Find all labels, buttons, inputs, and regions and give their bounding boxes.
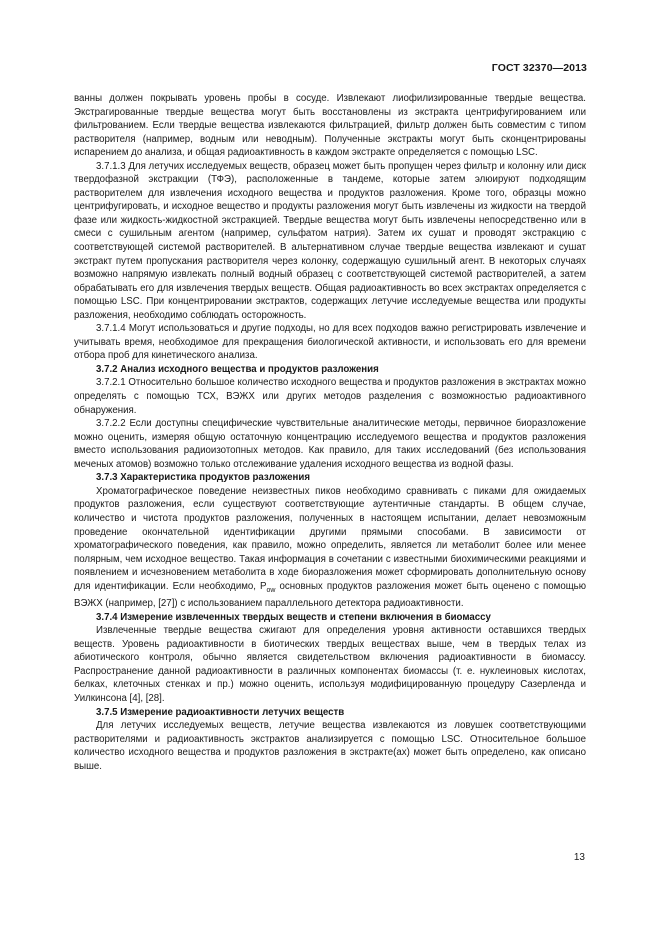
page-number: 13 [573,852,585,863]
paragraph-3-7-3-part-a: Хроматографическое поведение неизвестных пиков необходимо сравнивать с пиками для ожидаемых продуктов разложения, если существуют соответствующие аутентичные стандарты. В общем случае, количество и чистота продуктов разложения, полученных в настоящем испытании, делает невозможным проведение окончательной идентификации другими прямыми способами. В зависимости от хроматографического поведения, как правило, можно определить, является ли метаболит более или менее полярным, чем исходное вещество. Такая информация в сочетании с известными биохимическими реакциями и появлением и исчезновением метаболита в ходе биоразложения может сформировать дополнительную основу для идентификации. Если необходимо, P [74,485,586,592]
paragraph-3-7-5: Для летучих исследуемых веществ, летучие вещества извлекаются из ловушек соответствующими растворителями и радиоактивность экстрактов анализируется с помощью LSC. Относительное большое количество исходного вещества и продуктов разложения в экстракте(ах) может быть определено, как описано выше. [74,720,586,772]
pow-subscript: ow [266,586,276,594]
standard-number-header: ГОСТ 32370—2013 [491,62,587,74]
paragraph-3-7-2-1: 3.7.2.1 Относительно большое количество исходного вещества и продуктов разложения в экстрактах можно определять с помощью ТСХ, ВЭЖХ или других методов разделения с возможностью радиоактивного обнаружения. [74,377,586,416]
paragraph-3-7-3-part-b: основных продуктов разложения может быть оценено с помощью ВЭЖХ (например, [27]) с использованием параллельного детектора радиоактивности. [74,580,586,610]
section-heading-3-7-5: 3.7.5 Измерение радиоактивности летучих веществ [96,706,345,718]
paragraph-3-7-3 [74,485,586,611]
paragraph-3-7-2-2: 3.7.2.2 Если доступны специфические чувствительные аналитические методы, первичное биоразложение можно оценить, измеряя общую остаточную концентрацию исследуемого вещества и продуктов разложения вместо использования радиоизотопных методов. Как правило, для таких исследований (без использования меченых атомов) возможно только отслеживание удаления исходного вещества из водной фазы. [74,418,586,470]
paragraph-continuation: ванны должен покрывать уровень пробы в сосуде. Извлекают лиофилизированные твердые вещества. Экстрагированные твердые вещества могут быть восстановлены из экстракта центрифугированием или фильтрованием. Если твердые вещества извлекаются фильтрацией, фильтр должен быть совместим с типом растворителя (например, водным или неводным). Полученные экстракты могут быть сконцентрированы испарением до анализа, и общая радиоактивность в каждом экстракте определяется с помощью LSC. [74,93,586,159]
document-body [74,92,586,773]
paragraph-3-7-1-3: 3.7.1.3 Для летучих исследуемых веществ, образец может быть пропущен через фильтр и колонну или диск твердофазной экстракции (ТФЭ), расположенные в тандеме, которые затем элюируют подходящим растворителем для извлечения исходного вещества и продуктов разложения. Кроме того, образцы можно центрифугировать, и исходное вещество и продукты разложения могут быть извлечены из жидкости на твердой фазе или жидкость-жидкостной экстракцией. Твердые вещества могут быть извлечены непосредственно или в смеси с сушильным агентом (например, сульфатом натрия). Затем их сушат и проводят экстракцию с соответствующей системой растворителей. В альтернативном случае твердые вещества извлекают и сушат экстракт путем пропускания растворителя через колонку, содержащую сушильный агент. В некоторых случаях возможно напрямую извлекать полный водный образец с соответствующей системой растворителей, а затем обрабатывать его для извлечения твердых веществ. Общая радиоактивность во всех экстрактах определяется с помощью LSC. При концентрировании экстрактов, содержащих летучие исследуемые вещества или продукты разложения, необходимо соблюдать осторожность. [74,160,586,321]
paragraph-3-7-4: Извлеченные твердые вещества сжигают для определения уровня активности оставшихся твердых веществ. Уровень радиоактивности в биотических твердых веществах выше, чем в твердых телах из абиотического контроля, обычно является свидетельством включения радиоактивности в биомассу. Распространение данной радиоактивности в различных компонентах биомассы (т. е. нуклеиновых кислотах, белках, клеточных стенках и пр.) можно оценить, используя модифицированную процедуру Сазерленда и Уилкинсона [4], [28]. [74,625,586,704]
section-heading-3-7-3: 3.7.3 Характеристика продуктов разложения [96,472,311,484]
section-heading-3-7-2: 3.7.2 Анализ исходного вещества и продуктов разложения [96,363,379,375]
section-heading-3-7-4: 3.7.4 Измерение извлеченных твердых веществ и степени включения в биомассу [96,611,491,623]
paragraph-3-7-1-4: 3.7.1.4 Могут использоваться и другие подходы, но для всех подходов важно регистрировать извлечение и учитывать время, необходимое для прекращения биологической активности, и использовать его для времени отбора проб для кинетического анализа. [74,323,586,362]
